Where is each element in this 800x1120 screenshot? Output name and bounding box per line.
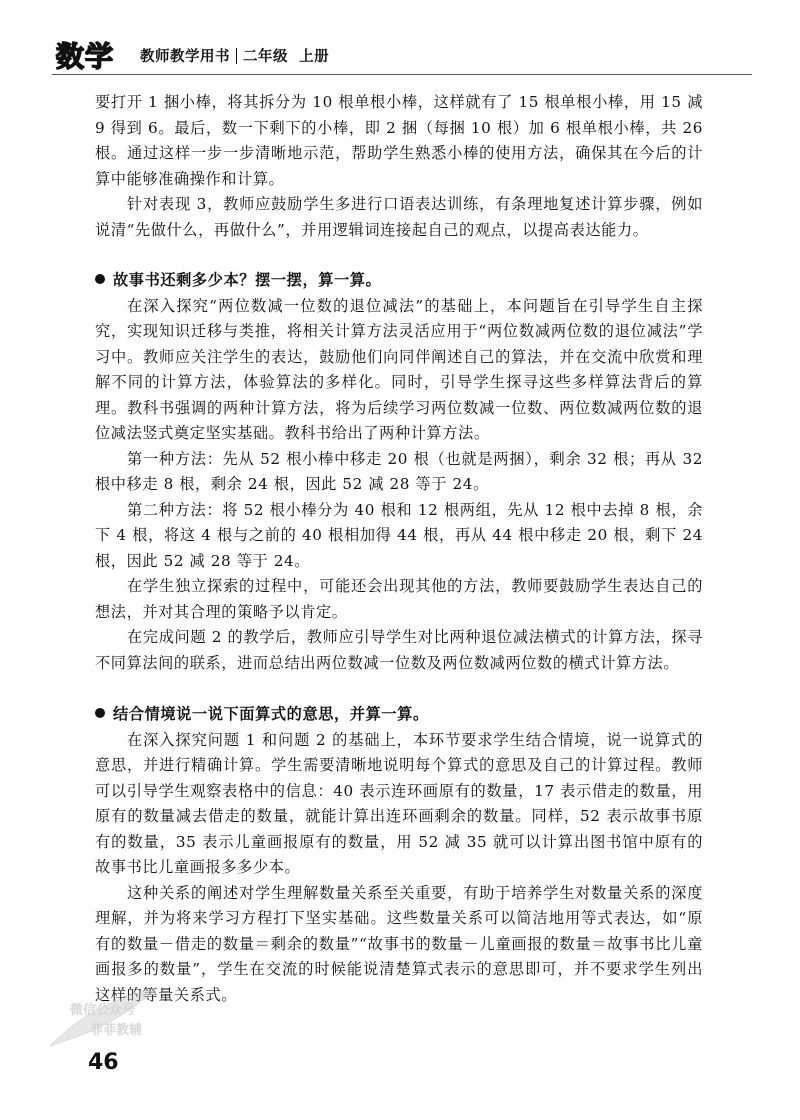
paragraph-9: 这种关系的阐述对学生理解数量关系至关重要，有助于培养学生对数量关系的深度理解，并为将来学习方程打下坚实基础。这些数量关系可以简洁地用等式表达，如“原有的数量－借走的数量＝剩余的数量”“故事书的数量－儿童画报的数量＝故事书比儿童画报多的数量”，学生在交流的时候能说清楚算式表示的意思即可，并不要求学生列出这样的等量关系式。 [95,883,703,1004]
header-rule [52,74,752,75]
section-heading-2 [95,702,703,728]
section-heading-1 [95,268,703,294]
grade-label: 二年级 [243,49,288,65]
page-header [52,36,752,76]
watermark [44,982,184,1052]
bullet-icon [95,708,105,718]
page-body [95,90,703,1008]
page-number: 46 [88,1050,119,1075]
paragraph-8: 在深入探究问题 1 和问题 2 的基础上，本环节要求学生结合情境，说一说算式的意思，并进行精确计算。学生需要清晰地说明每个算式的意思及自己的计算过程。教师可以引导学生观察表格中的信息：40 表示连环画原有的数量，17 表示借走的数量，用原有的数量减去借走的数量，就能计算出连环画剩余的数量。同样，52 表示故事书原有的数量，35 表示儿童画报原有的数量，用 52 减 35 就可以计算出图书馆中原有的故事书比儿童画报多多少本。 [95,730,703,876]
watermark-line-1: 微信公众号 [70,1003,136,1018]
paragraph-4: 第一种方法：先从 52 根小棒中移走 20 根（也就是两捆），剩余 32 根；再从 32 根中移走 8 根，剩余 24 根，因此 52 减 28 等于 24。 [95,449,703,493]
watermark-line-2: 菲菲教辅 [90,1023,143,1038]
bullet-icon [95,274,105,284]
book-title: 教师教学用书 [140,49,230,65]
header-title [140,45,329,66]
section-gap [95,243,703,268]
paragraph-5: 第二种方法：将 52 根小棒分为 40 根和 12 根两组，先从 12 根中去掉 8 根，余下 4 根，将这 4 根与之前的 40 根相加得 44 根，再从 44 根中移走 20 根，剩下 24 根，因此 52 减 28 等于 24。 [95,500,703,570]
paragraph-3: 在深入探究“两位数减一位数的退位减法”的基础上，本问题旨在引导学生自主探究，实现知识迁移与类推，将相关计算方法灵活应用于“两位数减两位数的退位减法”学习中。教师应关注学生的表达，鼓励他们向同伴阐述自己的算法，并在交流中欣赏和理解不同的计算方法，体验算法的多样化。同时，引导学生探寻这些多样算法背后的算理。教科书强调的两种计算方法，将为后续学习两位数减一位数、两位数减两位数的退位减法竖式奠定坚实基础。教科书给出了两种计算方法。 [95,296,703,442]
section-heading-2-text: 结合情境说一说下面算式的意思，并算一算。 [113,705,429,723]
paragraph-2: 针对表现 3，教师应鼓励学生多进行口语表达训练，有条理地复述计算步骤，例如说清“先做什么，再做什么”，并用逻辑词连接起自己的观点，以提高表达能力。 [95,195,703,239]
math-logo [52,36,134,74]
paragraph-1: 要打开 1 捆小棒，将其拆分为 10 根单根小棒，这样就有了 15 根单根小棒，用 15 减 9 得到 6。最后，数一下剩下的小棒，即 2 捆（每捆 10 根）加 6 根单根小棒，共 26 根。通过这样一步一步清晰地示范，帮助学生熟悉小棒的使用方法，确保其在今后的计算中能够准确操作和计算。 [95,93,703,188]
header-separator [236,48,237,64]
volume-label: 上册 [299,49,330,65]
logo-text: 数学 [56,40,115,73]
paragraph-7: 在完成问题 2 的教学后，教师应引导学生对比两种退位减法横式的计算方法，探寻不同算法间的联系，进而总结出两位数减一位数及两位数减两位数的横式计算方法。 [95,628,703,672]
paragraph-6: 在学生独立探索的过程中，可能还会出现其他的方法，教师要鼓励学生表达自己的想法，并对其合理的策略予以肯定。 [95,577,703,621]
section-gap [95,676,703,702]
section-heading-1-text: 故事书还剩多少本？摆一摆，算一算。 [113,271,382,289]
